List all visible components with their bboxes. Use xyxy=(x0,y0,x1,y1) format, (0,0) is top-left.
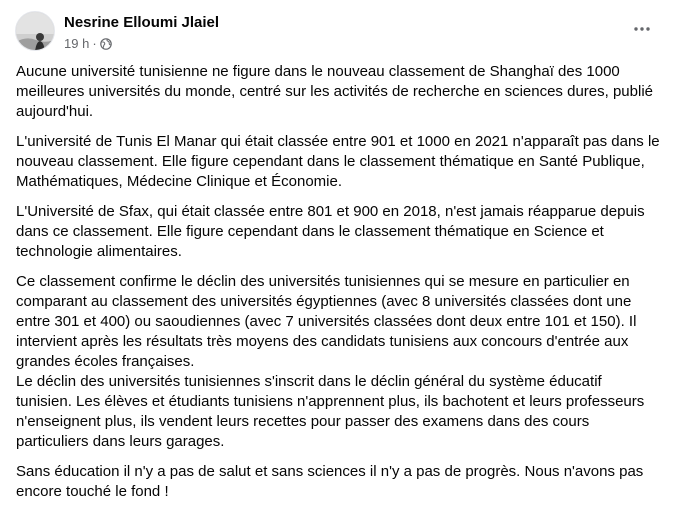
author-name[interactable]: Nesrine Elloumi Jlaiel xyxy=(64,14,220,31)
post-paragraph: L'Université de Sfax, qui était classée entre 801 et 900 en 2018, n'est jamais réapparue depuis dans ce classement. Elle figure cependant dans le classement thématique en Science et technologie alimentaires. xyxy=(16,203,645,260)
post-header xyxy=(15,11,665,55)
post-timestamp[interactable]: 19 h xyxy=(64,36,90,51)
post-paragraph: Aucune université tunisienne ne figure dans le nouveau classement de Shanghaï des 1000 meilleures universités du monde, centré sur les activités de recherche en sciences dures, publié aujourd'hui. xyxy=(16,63,653,120)
post-body xyxy=(16,62,661,512)
post-paragraph: Sans éducation il n'y a pas de salut et sans sciences il n'y a pas de progrès. Nous n'avons pas encore touché le fond ! xyxy=(16,463,644,500)
post-paragraph: L'université de Tunis El Manar qui était classée entre 901 et 1000 en 2021 n'apparaît pas dans le nouveau classement. Elle figure cependant dans le classement thématique en Santé Publique, Mathématiques, Médecine Clinique et Économie. xyxy=(16,133,660,190)
post-meta xyxy=(64,36,112,51)
more-options-icon[interactable] xyxy=(631,19,653,39)
post-paragraph: Le déclin des universités tunisiennes s'inscrit dans le déclin général du système éducatif tunisien. Les élèves et étudiants tunisiens n'apprennent plus, ils bachotent et leurs professeurs n'enseignent plus, ils vendent leurs recettes pour passer des examens dans des cours particuliers dans leurs garages. xyxy=(16,373,645,450)
avatar-image xyxy=(16,12,55,51)
avatar[interactable] xyxy=(15,11,55,51)
post-paragraph: Ce classement confirme le déclin des universités tunisiennes qui se mesure en particulier en comparant au classement des universités égyptiennes (avec 8 universités classées dont une entre 301 et 400) ou saoudiennes (avec 7 universités classées dont deux entre 101 et 150). Il intervient après les résultats très moyens des candidats tunisiens aux concours d'entrée aux grandes écoles françaises. xyxy=(16,273,637,370)
meta-separator: · xyxy=(92,36,97,51)
globe-icon[interactable] xyxy=(100,38,112,50)
